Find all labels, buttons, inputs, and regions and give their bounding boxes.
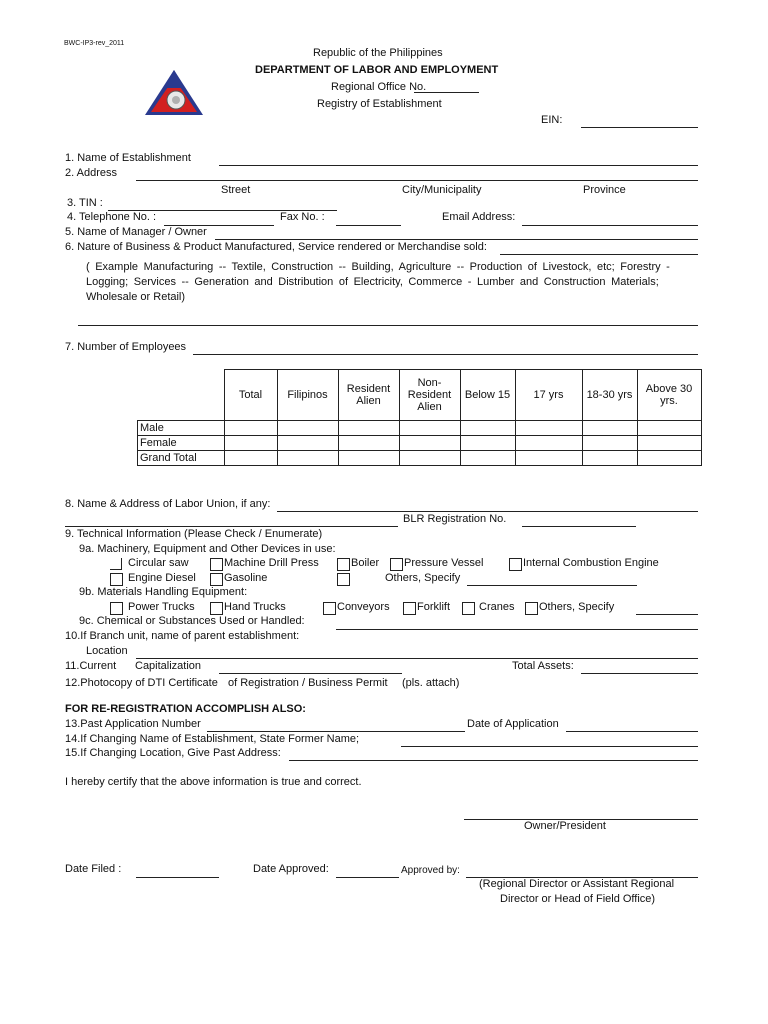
employees-line[interactable]	[193, 354, 698, 355]
date-filed-label: Date Filed :	[65, 863, 122, 875]
location-label: Location	[86, 645, 128, 657]
republic-text: Republic of the Philippines	[313, 47, 443, 59]
table-cell[interactable]	[637, 421, 701, 436]
regional-office-label: Regional Office No.	[331, 81, 427, 93]
field-2-label: 2. Address	[65, 167, 117, 179]
boiler-label: Boiler	[351, 557, 380, 569]
province-label: Province	[583, 184, 626, 196]
table-cell[interactable]	[277, 436, 338, 451]
machine-drill-checkbox[interactable]	[210, 558, 223, 571]
field-4-label: 4. Telephone No. :	[67, 211, 157, 223]
form-code: BWC-IP3-rev_2011	[64, 40, 125, 47]
total-assets-label: Total Assets:	[512, 660, 574, 672]
table-cell[interactable]	[582, 451, 637, 466]
conveyors-checkbox[interactable]	[323, 602, 336, 615]
table-cell[interactable]	[515, 451, 582, 466]
header-above-30-yrs: Above 30 yrs.	[637, 370, 701, 421]
header-18-30-yrs: 18-30 yrs	[582, 370, 637, 421]
header-total: Total	[224, 370, 277, 421]
engine-diesel-checkbox[interactable]	[110, 573, 123, 586]
example-text-2: Logging; Services -- Generation and Distribution of Electricity, Commerce - Lumber and Construction Materials;	[86, 276, 659, 288]
field-11-label: 11.Current	[65, 660, 117, 672]
capitalization-label: Capitalization	[135, 660, 202, 672]
field-7-label: 7. Number of Employees	[65, 341, 187, 353]
power-trucks-checkbox[interactable]	[110, 602, 123, 615]
fax-label: Fax No. :	[280, 211, 325, 223]
email-line[interactable]	[522, 225, 698, 226]
table-cell[interactable]	[224, 436, 277, 451]
field-9a-label: 9a. Machinery, Equipment and Other Devices in use:	[79, 543, 336, 555]
table-cell[interactable]	[224, 421, 277, 436]
table-cell[interactable]	[460, 421, 515, 436]
nature-line[interactable]	[500, 254, 698, 255]
header-below-15: Below 15	[460, 370, 515, 421]
chemicals-line[interactable]	[336, 629, 698, 630]
table-row	[138, 421, 702, 436]
row-label-grand-total: Grand Total	[138, 451, 225, 466]
others-b-line[interactable]	[636, 614, 698, 615]
pressure-vessel-checkbox[interactable]	[390, 558, 403, 571]
others-b-checkbox[interactable]	[525, 602, 538, 615]
table-cell[interactable]	[277, 451, 338, 466]
date-application-label: Date of Application	[467, 718, 559, 730]
field-12-label: 12.Photocopy of DTI Certificate	[65, 677, 218, 689]
internal-combustion-checkbox[interactable]	[509, 558, 522, 571]
table-cell[interactable]	[460, 451, 515, 466]
field-9-label: 9. Technical Information (Please Check / Enumerate)	[65, 528, 323, 540]
engine-diesel-label: Engine Diesel	[128, 572, 196, 584]
table-cell[interactable]	[582, 421, 637, 436]
table-cell[interactable]	[338, 421, 399, 436]
establishment-name-line[interactable]	[219, 165, 698, 166]
others-line[interactable]	[467, 585, 637, 586]
boiler-checkbox[interactable]	[337, 558, 350, 571]
date-approved-label: Date Approved:	[253, 863, 329, 875]
email-label: Email Address:	[442, 211, 516, 223]
power-trucks-label: Power Trucks	[128, 601, 195, 613]
header-17-yrs: 17 yrs	[515, 370, 582, 421]
field-14-label: 14.If Changing Name of Establishment, State Former Name;	[65, 733, 360, 745]
table-cell[interactable]	[338, 451, 399, 466]
field-6-label: 6. Nature of Business & Product Manufactured, Service rendered or Merchandise sold:	[65, 241, 487, 253]
field-9b-label: 9b. Materials Handling Equipment:	[79, 586, 248, 598]
rereg-title: FOR RE-REGISTRATION ACCOMPLISH ALSO:	[65, 703, 306, 715]
cranes-checkbox[interactable]	[462, 602, 475, 615]
dole-logo	[143, 68, 205, 118]
row-label-female: Female	[138, 436, 225, 451]
date-approved-line[interactable]	[336, 877, 399, 878]
row-label-male: Male	[138, 421, 225, 436]
others-b-label: Others, Specify	[539, 601, 615, 613]
past-application-line[interactable]	[207, 731, 465, 732]
field-5-label: 5. Name of Manager / Owner	[65, 226, 207, 238]
street-label: Street	[221, 184, 251, 196]
field-13-label: 13.Past Application Number	[65, 718, 201, 730]
ein-label: EIN:	[541, 114, 563, 126]
table-cell[interactable]	[338, 436, 399, 451]
field-12-text: of Registration / Business Permit	[228, 677, 388, 689]
circular-saw-checkbox[interactable]	[110, 558, 122, 570]
table-cell[interactable]	[460, 436, 515, 451]
table-cell[interactable]	[399, 451, 460, 466]
gasoline-label: Gasoline	[224, 572, 268, 584]
certify-text: I hereby certify that the above information is true and correct.	[65, 776, 362, 788]
table-corner	[138, 370, 225, 421]
labor-union-address-line[interactable]	[65, 526, 398, 527]
regional-office-line[interactable]	[414, 92, 479, 93]
table-cell[interactable]	[515, 421, 582, 436]
hand-trucks-label: Hand Trucks	[224, 601, 286, 613]
example-text-3: Wholesale or Retail)	[86, 291, 186, 303]
header-resident-alien: Resident Alien	[338, 370, 399, 421]
example-text-1: ( Example Manufacturing -- Textile, Construction -- Building, Agriculture -- Production of Livestock, etc; Forestry -	[86, 261, 670, 273]
date-filed-line[interactable]	[136, 877, 219, 878]
header-filipinos: Filipinos	[277, 370, 338, 421]
table-row	[138, 436, 702, 451]
registry-text: Registry of Establishment	[317, 98, 442, 110]
former-name-line[interactable]	[401, 746, 698, 747]
location-line[interactable]	[136, 658, 698, 659]
fax-line[interactable]	[336, 225, 401, 226]
gasoline-checkbox[interactable]	[210, 573, 223, 586]
owner-label: Owner/President	[524, 820, 606, 832]
nature-answer-line[interactable]	[78, 325, 698, 326]
city-label: City/Municipality	[402, 184, 482, 196]
blr-label: BLR Registration No.	[403, 513, 507, 525]
table-cell[interactable]	[224, 451, 277, 466]
field-15-label: 15.If Changing Location, Give Past Address:	[65, 747, 281, 759]
field-10-label: 10.If Branch unit, name of parent establishment:	[65, 630, 300, 642]
table-cell[interactable]	[637, 451, 701, 466]
table-cell[interactable]	[582, 436, 637, 451]
blr-line[interactable]	[522, 526, 636, 527]
table-cell[interactable]	[637, 436, 701, 451]
pressure-vessel-label: Pressure Vessel	[404, 557, 484, 569]
ein-line[interactable]	[581, 127, 698, 128]
date-application-line[interactable]	[566, 731, 698, 732]
table-cell[interactable]	[515, 436, 582, 451]
department-title: DEPARTMENT OF LABOR AND EMPLOYMENT	[255, 64, 499, 76]
field-1-label: 1. Name of Establishment	[65, 152, 191, 164]
total-assets-line[interactable]	[581, 673, 698, 674]
table-cell[interactable]	[277, 421, 338, 436]
address-line[interactable]	[136, 180, 698, 181]
table-cell[interactable]	[399, 436, 460, 451]
internal-combustion-label: Internal Combustion Engine	[523, 557, 659, 569]
field-8-label: 8. Name & Address of Labor Union, if any:	[65, 498, 271, 510]
approved-by-label: Approved by:	[401, 865, 460, 876]
field-3-label: 3. TIN :	[67, 197, 103, 209]
employees-table	[137, 369, 702, 466]
regional-director-text-1: (Regional Director or Assistant Regional	[479, 878, 675, 890]
capitalization-line[interactable]	[219, 673, 402, 674]
labor-union-line[interactable]	[277, 511, 698, 512]
others-checkbox[interactable]	[337, 573, 350, 586]
manager-line[interactable]	[215, 239, 698, 240]
past-address-line[interactable]	[289, 760, 698, 761]
circular-saw-label: Circular saw	[128, 557, 189, 569]
others-label: Others, Specify	[385, 572, 461, 584]
field-9c-label: 9c. Chemical or Substances Used or Handled:	[79, 615, 305, 627]
table-cell[interactable]	[399, 421, 460, 436]
cranes-label: Cranes	[479, 601, 515, 613]
forklift-label: Forklift	[417, 601, 450, 613]
field-12-attach: (pls. attach)	[402, 677, 460, 689]
regional-director-text-2: Director or Head of Field Office)	[500, 893, 656, 905]
forklift-checkbox[interactable]	[403, 602, 416, 615]
machine-drill-label: Machine Drill Press	[224, 557, 319, 569]
header-non-resident-alien: Non-Resident Alien	[399, 370, 460, 421]
conveyors-label: Conveyors	[337, 601, 390, 613]
table-row	[138, 451, 702, 466]
hand-trucks-checkbox[interactable]	[210, 602, 223, 615]
